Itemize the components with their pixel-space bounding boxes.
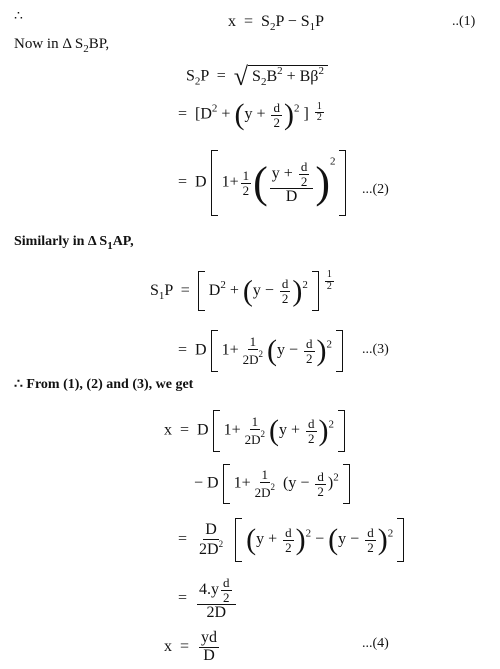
eq3-paren-open: ( bbox=[267, 334, 278, 367]
x1-paren-open: ( bbox=[269, 414, 280, 447]
x1-sup: 2 bbox=[328, 418, 335, 431]
eq2-D: D bbox=[195, 173, 207, 191]
s1p-plus: + bbox=[229, 282, 239, 299]
eq1-s1-sub: 1 bbox=[309, 21, 316, 33]
x4-den: 2D bbox=[206, 604, 227, 622]
x2-two: 2 bbox=[317, 483, 324, 499]
x1-d: d bbox=[308, 415, 315, 431]
x3-bracket-open bbox=[235, 518, 242, 562]
similarly-line bbox=[14, 235, 134, 252]
x4-num bbox=[197, 576, 236, 605]
x2-d: d bbox=[317, 468, 324, 484]
paren-open: ( bbox=[234, 98, 245, 131]
from-line bbox=[14, 378, 193, 392]
x1-frac-den-wrap bbox=[243, 430, 267, 447]
x2-y-minus: (y − bbox=[283, 474, 310, 492]
half-num: 1 bbox=[316, 100, 322, 112]
eq3-one-plus: 1+ bbox=[221, 341, 239, 359]
now-in-triangle-line bbox=[14, 37, 109, 55]
eq1-lhs: x bbox=[228, 13, 236, 30]
s1p-bracket-close bbox=[312, 271, 319, 311]
x1-one-plus: 1+ bbox=[223, 421, 241, 439]
x4-d: d bbox=[223, 575, 230, 590]
x2-frac-den-wrap bbox=[253, 483, 277, 500]
eq4-frac bbox=[199, 630, 219, 665]
eq3-frac-den-wrap bbox=[241, 350, 265, 367]
s2p-sub: 2 bbox=[194, 75, 201, 88]
eq3-frac-den-sup: 2 bbox=[258, 349, 264, 359]
rad-bbeta: + Bβ bbox=[286, 67, 319, 85]
s1p-half-exponent bbox=[325, 270, 334, 292]
similarly-prefix: Similarly in Δ S bbox=[14, 234, 108, 249]
x3-d-b: d bbox=[367, 524, 374, 540]
s1p-sup: 2 bbox=[220, 279, 226, 291]
frac-den: 2 bbox=[273, 114, 280, 130]
equation-s2p-step2 bbox=[178, 100, 326, 130]
x3-minus: − bbox=[315, 530, 325, 548]
eq3-paren-close: ) bbox=[316, 334, 327, 367]
x3-den-wrap bbox=[197, 540, 225, 559]
s1p-sup2: 2 bbox=[302, 279, 308, 291]
from-text: From (1), (2) and (3), we get bbox=[26, 377, 194, 392]
eq4-equals: = bbox=[180, 637, 190, 655]
eq3-bracket-close bbox=[336, 330, 343, 372]
x2-frac bbox=[253, 468, 277, 499]
s1p-s: S bbox=[150, 282, 159, 299]
s2p-p: P bbox=[200, 67, 209, 85]
x4-two: 2 bbox=[223, 589, 230, 605]
x3-num: D bbox=[205, 520, 217, 538]
sqrt-sign: √ bbox=[233, 62, 249, 91]
x3-paren2-open: ( bbox=[328, 523, 339, 556]
eq4-num: yd bbox=[201, 629, 218, 646]
x2-frac-den: 2D bbox=[254, 485, 271, 500]
x3-den: 2D bbox=[199, 540, 219, 558]
step2-equals: = bbox=[178, 105, 188, 123]
now-sub: 2 bbox=[83, 43, 89, 55]
x3-two-b: 2 bbox=[367, 539, 374, 555]
equation-x3 bbox=[178, 518, 404, 562]
s1p-paren-close: ) bbox=[292, 274, 303, 308]
from-therefore: ∴ bbox=[14, 377, 23, 392]
therefore-dots: ∴ bbox=[14, 9, 23, 24]
x1-y-plus: y + bbox=[279, 421, 301, 439]
eq3-two: 2 bbox=[306, 350, 313, 366]
equation-number-1: ..(1) bbox=[452, 14, 476, 29]
eq3-sup: 2 bbox=[326, 338, 333, 351]
equation-2 bbox=[178, 150, 346, 216]
x2-d-over-2 bbox=[315, 470, 326, 498]
x3-bracket-close bbox=[397, 518, 404, 562]
now-prefix: Now in Δ S bbox=[14, 36, 84, 52]
s2p-equals: = bbox=[216, 67, 226, 85]
eq2-paren-close: ) bbox=[315, 158, 330, 207]
x2-frac-num: 1 bbox=[261, 467, 269, 483]
x2-lead: − D bbox=[194, 474, 219, 492]
eq2-sup: 2 bbox=[329, 155, 336, 168]
equation-s2p bbox=[186, 64, 328, 90]
s1p-paren-open: ( bbox=[242, 274, 253, 308]
equation-x1 bbox=[164, 410, 345, 452]
x4-equals: = bbox=[178, 589, 188, 607]
x4-frac bbox=[197, 576, 236, 622]
eq1-mid: P − S bbox=[275, 13, 310, 30]
eq3-frac-num: 1 bbox=[249, 334, 257, 350]
equation-x4 bbox=[178, 576, 238, 622]
eq2-half bbox=[241, 169, 252, 197]
x1-two: 2 bbox=[308, 430, 315, 446]
similarly-suffix: AP, bbox=[112, 234, 134, 249]
x1-frac bbox=[243, 415, 267, 446]
s1p-p: P bbox=[164, 282, 173, 299]
eq2-half-num: 1 bbox=[242, 167, 250, 183]
eq1-s2-sub: 2 bbox=[269, 21, 276, 33]
rad-b-sup: 2 bbox=[277, 64, 283, 77]
step2-y: y + bbox=[244, 105, 266, 123]
s1p-d-over-2 bbox=[280, 277, 291, 305]
equation-number-4: ...(4) bbox=[362, 636, 389, 651]
equation-1 bbox=[228, 14, 324, 33]
eq1-s2: S bbox=[261, 13, 270, 30]
x1-frac-den: 2D bbox=[244, 432, 261, 447]
eq3-equals: = bbox=[178, 341, 188, 359]
eq2-d-over-2 bbox=[299, 160, 310, 188]
x3-paren1-close: ) bbox=[295, 523, 306, 556]
x3-paren1-open: ( bbox=[246, 523, 257, 556]
x3-y-minus: y − bbox=[338, 530, 360, 548]
eq4-lhs: x bbox=[164, 637, 172, 655]
x2-close-paren: ) bbox=[327, 474, 334, 492]
step2-close: ] bbox=[303, 105, 309, 123]
x3-y-plus: y + bbox=[256, 530, 278, 548]
radicand bbox=[248, 64, 328, 88]
step2-sup: 2 bbox=[211, 102, 218, 115]
eq1-tail: P bbox=[315, 13, 325, 30]
paren-close: ) bbox=[283, 98, 294, 131]
half-den: 2 bbox=[316, 112, 322, 124]
equation-x2 bbox=[194, 464, 350, 504]
s1p-half-den: 2 bbox=[326, 280, 332, 292]
half-exponent bbox=[315, 102, 324, 124]
s1p-sub: 1 bbox=[158, 290, 165, 302]
eq3-D: D bbox=[195, 341, 207, 359]
x2-bracket-open bbox=[223, 464, 230, 504]
x4-d-over-2 bbox=[221, 576, 232, 604]
now-suffix: BP, bbox=[88, 36, 110, 52]
eq2-d: d bbox=[300, 158, 308, 174]
bracket-open bbox=[211, 150, 218, 216]
eq2-paren-open: ( bbox=[253, 158, 268, 207]
equation-3 bbox=[178, 330, 343, 372]
eq1-equals: = bbox=[244, 13, 254, 30]
eq2-y-plus: y + bbox=[271, 164, 293, 182]
x3-sup-b: 2 bbox=[387, 527, 394, 540]
rad-b: B bbox=[266, 67, 278, 85]
x2-bracket-close bbox=[343, 464, 350, 504]
x1-frac-num: 1 bbox=[251, 414, 259, 430]
x1-equals: = bbox=[180, 421, 190, 439]
equation-number-3: ...(3) bbox=[362, 342, 389, 357]
s2p-s: S bbox=[186, 67, 195, 85]
x3-d-over-2b bbox=[365, 526, 376, 554]
equation-number-2: ...(2) bbox=[362, 182, 389, 197]
eq3-y-minus: y − bbox=[277, 341, 299, 359]
x3-d-over-2a bbox=[283, 526, 294, 554]
rad-s-sub: 2 bbox=[260, 75, 267, 88]
x1-D: D bbox=[197, 421, 209, 439]
eq2-big-num bbox=[270, 160, 314, 189]
eq2-two: 2 bbox=[300, 173, 308, 189]
x2-sup: 2 bbox=[333, 471, 339, 484]
d-over-2 bbox=[271, 101, 282, 129]
x1-d-over-2 bbox=[306, 417, 317, 445]
eq3-bracket-open bbox=[211, 330, 218, 372]
s1p-equals: = bbox=[180, 282, 190, 299]
bracket-close bbox=[339, 150, 346, 216]
step2-plus: + bbox=[221, 105, 231, 123]
eq2-one-plus: 1+ bbox=[221, 173, 239, 191]
similarly-sub: 1 bbox=[107, 240, 113, 252]
s1p-two: 2 bbox=[281, 290, 289, 306]
x2-one-plus: 1+ bbox=[233, 474, 251, 492]
eq3-d-over-2 bbox=[304, 337, 315, 365]
s1p-D: D bbox=[208, 282, 221, 299]
eq2-equals: = bbox=[178, 173, 188, 191]
frac-num: d bbox=[273, 99, 280, 115]
x3-equals: = bbox=[178, 530, 188, 548]
x1-bracket-open bbox=[213, 410, 220, 452]
x3-sup-a: 2 bbox=[305, 527, 312, 540]
step2-sup2: 2 bbox=[293, 102, 300, 115]
eq3-frac-den: 2D bbox=[242, 352, 259, 367]
x1-lhs: x bbox=[164, 421, 172, 439]
x3-two-a: 2 bbox=[285, 539, 292, 555]
eq2-big-frac bbox=[270, 160, 314, 206]
x4-num-a: 4.y bbox=[199, 580, 220, 598]
x3-paren2-close: ) bbox=[377, 523, 388, 556]
step2-open: [D bbox=[195, 105, 212, 123]
x1-frac-den-sup: 2 bbox=[260, 429, 266, 439]
eq3-d: d bbox=[306, 335, 313, 351]
rad-s: S bbox=[252, 67, 261, 85]
x2-frac-den-sup: 2 bbox=[270, 482, 275, 492]
x1-bracket-close bbox=[338, 410, 345, 452]
s1p-d: d bbox=[281, 276, 289, 292]
eq3-frac bbox=[241, 335, 265, 366]
x1-paren-close: ) bbox=[318, 414, 329, 447]
rad-bbeta-sup: 2 bbox=[318, 64, 324, 77]
x3-frac bbox=[197, 522, 225, 559]
eq4-den: D bbox=[203, 646, 215, 664]
x3-d-a: d bbox=[285, 524, 292, 540]
equation-s1p bbox=[150, 270, 336, 311]
s1p-half-num: 1 bbox=[326, 269, 332, 280]
equation-4 bbox=[164, 630, 221, 665]
eq2-half-den: 2 bbox=[242, 182, 250, 198]
x3-den-sup: 2 bbox=[218, 538, 224, 549]
s1p-bracket-open bbox=[198, 271, 205, 311]
s1p-y-minus: y − bbox=[252, 282, 274, 299]
eq2-den: D bbox=[285, 188, 298, 206]
